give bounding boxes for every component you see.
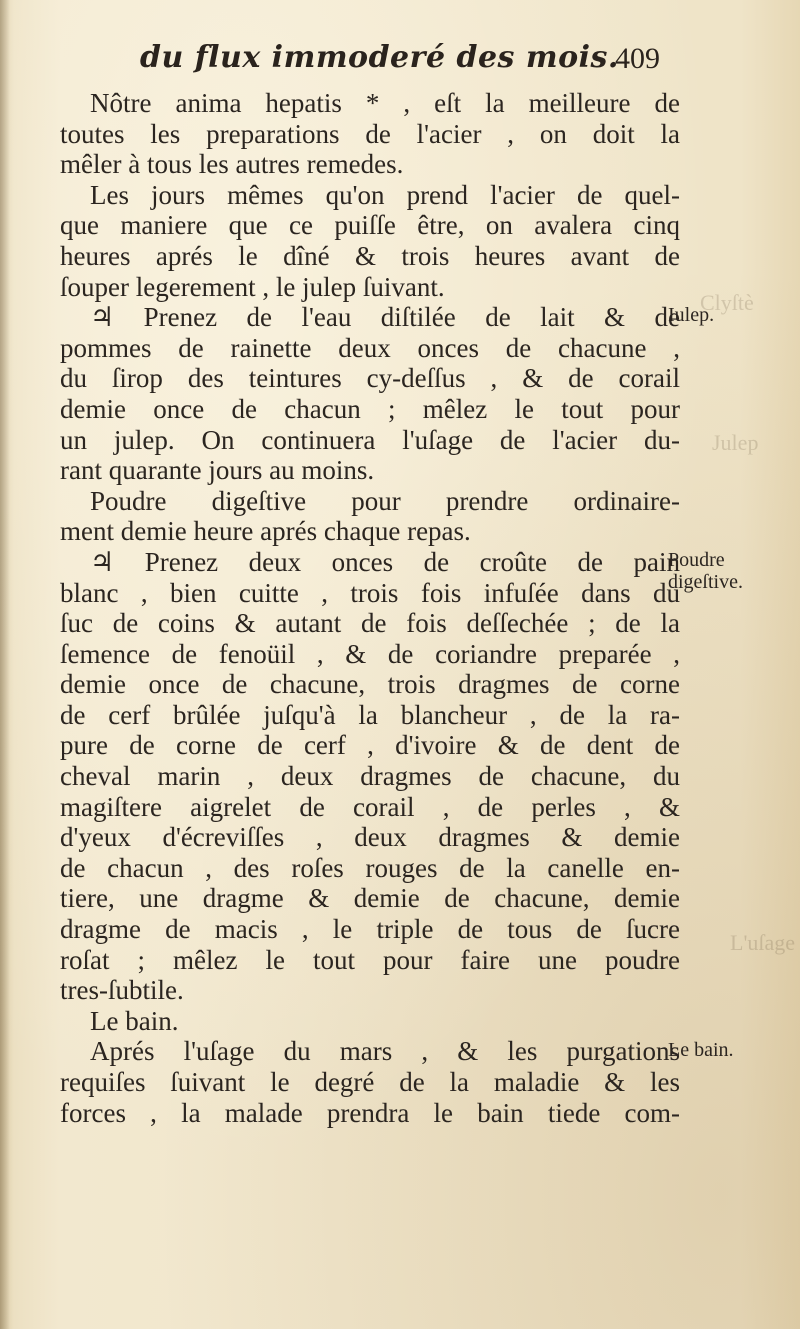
margin-note xyxy=(668,304,714,326)
text-line: tiere, une dragme & demie de chacune, demie xyxy=(60,883,680,914)
margin-note xyxy=(668,549,743,593)
body-text xyxy=(60,88,680,1128)
text-line: ſouper legerement , le julep ſuivant. xyxy=(60,271,445,302)
text-line: dragme de macis , le triple de tous de ſucre xyxy=(60,914,680,945)
gutter-shadow xyxy=(0,0,10,1329)
margin-note-line: digeſtive. xyxy=(668,571,743,593)
margin-note-line: Iulep. xyxy=(668,304,715,327)
text-line: de cerf brûlée juſqu'à la blancheur , de la ra- xyxy=(60,699,680,730)
margin-note-line: Poudre xyxy=(668,549,725,571)
text-line: requiſes ſuivant le degré de la maladie & les xyxy=(60,1067,680,1097)
text-line: que maniere que ce puiſſe être, on avalera cinq xyxy=(60,210,680,241)
text-line: pure de corne de cerf , d'ivoire & de dent de xyxy=(60,730,680,761)
text-line: demie once de chacun ; mêlez le tout pour xyxy=(60,393,680,424)
text-line: d'yeux d'écreviſſes , deux dragmes & demie xyxy=(60,822,680,853)
text-line: ment demie heure aprés chaque repas. xyxy=(60,516,471,547)
text-line: Poudre digeſtive pour prendre ordinaire- xyxy=(90,485,680,516)
text-line: de chacun , des roſes rouges de la canelle en- xyxy=(60,852,680,883)
text-line: pommes de rainette deux onces de chacune , xyxy=(60,332,680,363)
text-line: Aprés l'uſage du mars , & les purgations xyxy=(90,1036,680,1067)
text-line: toutes les preparations de l'acier , on doit la xyxy=(60,118,680,149)
text-line: Les jours mêmes qu'on prend l'acier de quel- xyxy=(90,179,680,210)
text-line: ♃ Prenez deux onces de croûte de pain xyxy=(90,546,680,577)
text-line: cheval marin , deux dragmes de chacune, du xyxy=(60,761,680,792)
text-line: ſemence de fenoüil , & de coriandre preparée , xyxy=(60,638,680,669)
text-line: demie once de chacune, trois dragmes de corne xyxy=(60,669,680,700)
text-line: rant quarante jours au moins. xyxy=(60,455,375,486)
running-title: du flux immoderé des mois. xyxy=(140,40,619,75)
text-line: un julep. On continuera l'uſage de l'acier du- xyxy=(60,424,680,455)
text-line: forces , la malade prendra le bain tiede com- xyxy=(60,1097,680,1128)
text-line: ſuc de coins & autant de fois deſſechée ; de la xyxy=(60,608,680,639)
show-through-text: Clyſtè xyxy=(700,290,754,315)
page-header xyxy=(140,40,660,90)
show-through-text: Julep xyxy=(712,430,759,455)
text-line: blanc , bien cuitte , trois fois infuſée dans du xyxy=(60,577,680,608)
text-line: Le bain. xyxy=(90,1005,179,1036)
text-line: magiſtere aigrelet de corail , de perles , & xyxy=(60,791,680,822)
text-line: Nôtre anima hepatis * , eſt la meilleure de xyxy=(90,88,680,118)
margin-note-line: Le bain. xyxy=(668,1038,734,1061)
text-line: tres-ſubtile. xyxy=(60,975,184,1006)
margin-note xyxy=(668,1039,734,1061)
text-line: du ſirop des teintures cy-deſſus , & de corail xyxy=(60,363,680,394)
text-line: roſat ; mêlez le tout pour faire une poudre xyxy=(60,944,680,975)
text-line: ♃ Prenez de l'eau diſtilée de lait & de xyxy=(90,302,680,333)
show-through-text: L'uſage xyxy=(730,930,796,955)
page-number: 409 xyxy=(615,42,660,75)
text-line: heures aprés le dîné & trois heures avant de xyxy=(60,240,680,271)
text-line: mêler à tous les autres remedes. xyxy=(60,149,404,180)
